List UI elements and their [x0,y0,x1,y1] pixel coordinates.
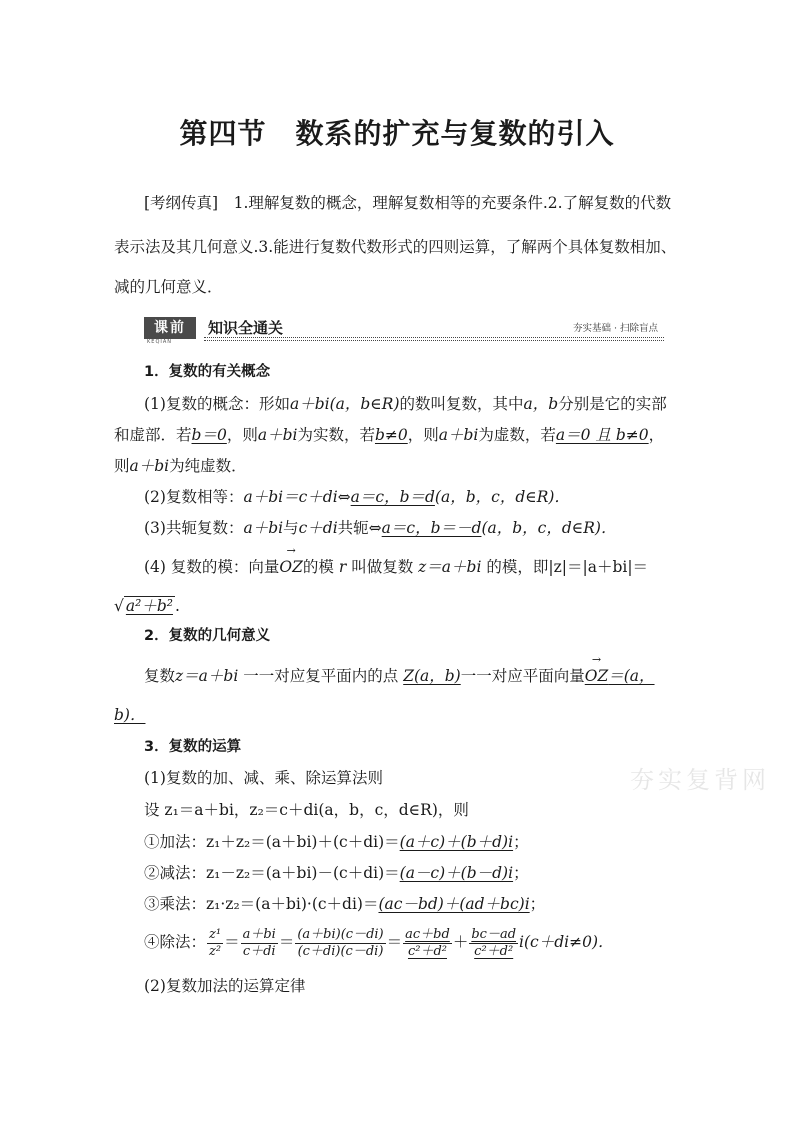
banner-tag: 课前 [144,317,196,339]
s1-p1-line1 [144,394,667,414]
math: a＋bi＝c＋di⇔ [243,488,351,506]
text: ②减法：z₁－z₂＝(a＋bi)－(c＋di)＝ [144,864,400,882]
watermark: 夯实复背网 [630,766,770,794]
fraction-conjugate [295,927,385,960]
banner-rule [204,337,664,338]
math: a＋bi(a，b∈R) [289,395,400,413]
s3-sub [144,863,529,883]
answer-blank: a＝c，b＝－d [381,519,482,537]
s1-p3 [144,518,616,538]
text: 则 [114,457,130,475]
text: 复数 [144,667,176,685]
numerator: a＋bi [242,926,276,942]
math: (a，b，c，d∈R)． [481,519,617,537]
math: r [338,558,347,576]
denominator: z² [209,943,222,959]
s1-p1-line3 [114,456,247,476]
text: 与 [283,519,299,537]
text: 的模，即|z|＝|a＋bi|＝ [486,558,649,576]
banner-title: 知识全通关 [208,319,284,337]
math: a＋bi [243,519,284,537]
s2-heading: 2．复数的几何意义 [144,628,271,644]
answer-blank: (a＋c)＋(b＋d)i [399,833,514,851]
answer-blank: a＝0 且 b≠0 [555,426,649,444]
denominator: c＋di [242,943,276,959]
answer-blank: Z(a，b) [403,667,461,685]
text: ； [529,895,546,913]
answer-blank: a²＋b² [125,597,173,615]
fraction-ab-cd [241,927,278,960]
vector-label: OZ [279,558,303,576]
denominator: (c＋di)(c－di) [297,943,384,959]
s3-sub2: (2)复数加法的运算定律 [144,977,306,995]
math: a＋bi [438,426,479,444]
vector-oz [279,544,303,577]
text: (1)复数的概念：形如 [144,395,290,413]
text: 为纯虚数． [169,457,247,475]
intro-line-1: [考纲传真] 1.理解复数的概念，理解复数相等的充要条件.2.了解复数的代数 [144,194,672,212]
text: 为实数，若 [297,426,375,444]
s2-line2 [114,705,145,725]
answer-blank: ＝(a， [608,667,655,685]
intro-line-3: 减的几何意义． [114,278,223,296]
text: ，则 [407,426,439,444]
answer-blank: b＝0 [191,426,227,444]
math: a，b [523,395,559,413]
math: z＝a＋bi [418,558,482,576]
vector-oz-2 [584,653,609,686]
text: 和虚部．若 [114,426,192,444]
text: 共轭⇔ [337,519,382,537]
denominator: c²＋d² [407,943,447,959]
text: (4) 复数的模：向量 [144,558,280,576]
s3-heading: 3．复数的运算 [144,739,242,755]
s3-add [144,832,529,852]
text: ＝ [278,933,295,951]
vector-label: OZ [584,667,609,685]
text: ④除法： [144,933,207,951]
s3-sub1: (1)复数的加、减、乘、除运算法则 [144,769,383,787]
banner-rule-2 [204,340,664,341]
banner-right-text: 夯实基础 · 扫除盲点 [572,323,658,334]
math: (a，b，c，d∈R)． [434,488,570,506]
section-banner [144,317,664,345]
text: 一一对应平面向量 [460,667,585,685]
s3-set: 设 z₁＝a＋bi，z₂＝c＋di(a，b，c，d∈R)，则 [144,801,469,819]
s1-p1-line2 [114,425,664,445]
answer-blank: a＝c，b＝d [350,488,435,506]
answer-blank: b)． [114,706,146,724]
text: ＋ [452,933,469,951]
numerator: bc－ad [471,926,517,942]
s2-line1 [144,653,655,686]
text: 的数叫复数，其中 [399,395,524,413]
text: ； [513,864,529,882]
s1-p2 [144,487,570,507]
s3-mul [144,894,545,914]
banner-tag-sub: KEQIAN [147,339,173,345]
answer-blank: (ac－bd)＋(ad＋bc)i [378,895,530,913]
text: i(c＋di≠0)． [519,933,614,951]
text: ＝ [224,933,240,951]
answer-blank: b≠0 [374,426,408,444]
fraction-z1-z2 [207,927,223,960]
s1-heading: 1．复数的有关概念 [144,364,271,380]
s3-div [144,924,614,960]
text: 分别是它的实部 [558,395,667,413]
answer-blank: (a－c)＋(b－d)i [399,864,514,882]
text: (3)共轭复数： [144,519,244,537]
numerator: z¹ [209,926,222,942]
text: 叫做复数 [351,558,414,576]
text: 为虚数，若 [478,426,556,444]
text: ， [648,426,665,444]
numerator: (a＋bi)(c－di) [297,926,384,942]
math: a＋bi [129,457,170,475]
vector-arrow-icon: → [286,544,296,557]
text: ； [513,833,529,851]
denominator: c²＋d² [474,943,514,959]
text: 一一对应复平面内的点 [243,667,399,685]
vector-arrow-icon: → [591,653,602,666]
text: ，则 [226,426,258,444]
math: c＋di [298,519,338,537]
s1-p4-sqrt-line [114,596,180,616]
numerator: ac＋bd [405,926,450,942]
text: ①加法：z₁＋z₂＝(a＋bi)＋(c＋di)＝ [144,833,400,851]
math: z＝a＋bi [175,667,239,685]
text: ＝ [386,933,403,951]
text: ③乘法：z₁·z₂＝(a＋bi)·(c＋di)＝ [144,895,379,913]
fraction-imag-part [469,927,518,960]
sqrt-expression: √ a²＋b² [114,597,173,615]
s1-p4 [144,544,649,577]
text: (2)复数相等： [144,488,244,506]
text: 的模 [302,558,334,576]
page-title: 第四节 数系的扩充与复数的引入 [179,117,615,150]
text: . [174,597,180,615]
fraction-real-part [403,927,452,960]
intro-line-2: 表示法及其几何意义.3.能进行复数代数形式的四则运算，了解两个具体复数相加、 [114,238,677,256]
math: a＋bi [257,426,298,444]
